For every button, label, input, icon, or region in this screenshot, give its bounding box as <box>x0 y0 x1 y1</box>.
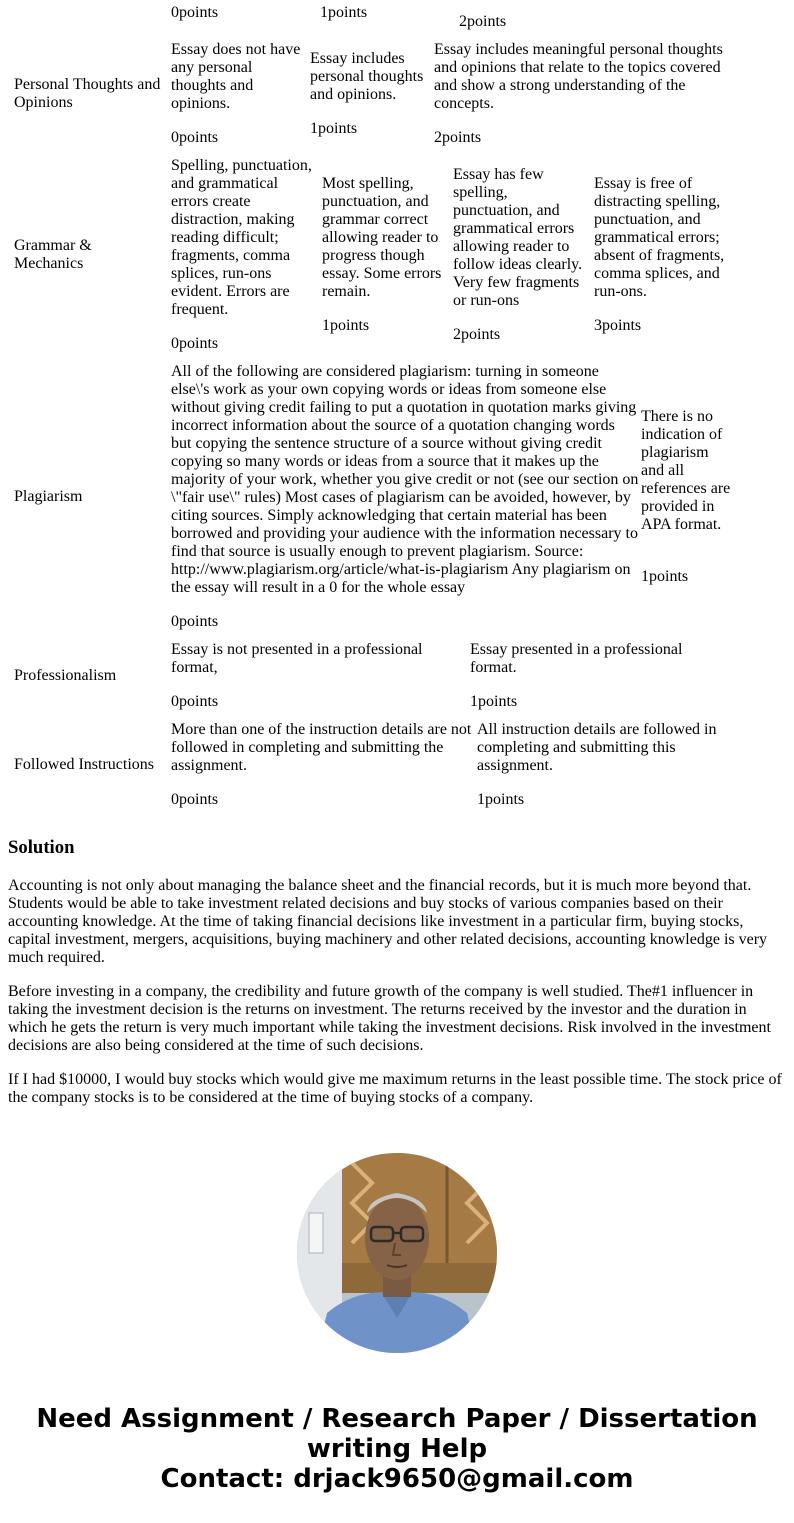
header-points-1: 1points <box>320 4 368 21</box>
level-text: All instruction details are followed in completing and submitting this assignment. <box>477 721 717 774</box>
level-points: 3points <box>594 317 642 334</box>
solution-paragraph: Before investing in a company, the credibility and future growth of the company is well studied. The#1 influencer in taking the investment decision is the returns on investment. The returns received by the investor and the duration in which he gets the return is very much important while taking the investment decisions. Risk involved in the investment decisions are also being considered at the time of such decisions. <box>8 983 771 1054</box>
level-text: Most spelling, punctuation, and grammar correct allowing reader to progress though essay. Some errors remain. <box>322 175 442 300</box>
criterion-followed-instructions: Followed Instructions <box>14 756 154 773</box>
criterion-plagiarism: Plagiarism <box>14 488 83 505</box>
level-points: 0points <box>171 693 219 710</box>
level-text: All of the following are considered plagiarism: turning in someone else\'s work as your own copying words or ideas from someone else without giving credit failing to put a quotation in quotation marks giving incorrect information about the source of a quotation changing words but copying the sentence structure of a source without giving credit copying so many words or ideas from a source that it makes up the majority of your work, whether you give credit or not (see our section on \"fair use\" rules) Most cases of plagiarism can be avoided, however, by citing sources. Simply acknowledging that certain material has been borrowed and providing your audience with the information necessary to find that source is usually enough to prevent plagiarism. Source: http://www.plagiarism.org/article/what-is-plagiarism Any plagiarism on the essay will result in a 0 for the whole essay <box>171 363 639 596</box>
solution-heading: Solution <box>8 837 75 858</box>
header-points-2: 2points <box>459 13 507 30</box>
level-points: 1points <box>641 568 689 585</box>
solution-paragraph: Accounting is not only about managing the balance sheet and the financial records, but it is much more beyond that. Students would be able to take investment related decisions and buy stocks of various companies based on their accounting knowledge. At the time of taking financial decisions like investment in a particular firm, buying stocks, capital investment, mergers, acquisitions, buying machinery and other related decisions, accounting knowledge is very much required. <box>8 877 768 966</box>
promo-line-2: writing Help <box>306 1434 488 1464</box>
level-points: 0points <box>171 129 219 146</box>
level-points: 2points <box>453 326 501 343</box>
level-text: More than one of the instruction details are not followed in completing and submitting the assignment. <box>171 721 472 774</box>
level-points: 1points <box>477 791 525 808</box>
promo-line-1: Need Assignment / Research Paper / Dissertation <box>36 1404 758 1434</box>
promo-contact: Contact: drjack9650@gmail.com <box>160 1464 634 1494</box>
author-photo-illustration <box>297 1153 497 1353</box>
level-points: 0points <box>171 335 219 352</box>
level-points: 1points <box>310 120 358 137</box>
level-text: Essay presented in a professional format. <box>470 641 683 676</box>
level-text: Spelling, punctuation, and grammatical errors create distraction, making reading difficult; fragments, comma splices, run-ons evident. Errors are frequent. <box>171 157 312 318</box>
level-points: 2points <box>434 129 482 146</box>
criterion-professionalism: Professionalism <box>14 667 117 684</box>
level-text: Essay is not presented in a professional format, <box>171 641 423 676</box>
header-points-0: 0points <box>171 4 219 21</box>
level-text: Essay does not have any personal thoughts and opinions. <box>171 41 301 112</box>
level-text: There is no indication of plagiarism and all references are provided in APA format. <box>641 408 731 533</box>
solution-paragraph: If I had $10000, I would buy stocks which would give me maximum returns in the least possible time. The stock price of the company stocks is to be considered at the time of buying stocks of a company. <box>8 1071 782 1106</box>
level-text: Essay is free of distracting spelling, punctuation, and grammatical errors; absent of fragments, comma splices, and run-ons. <box>594 175 725 300</box>
author-photo <box>297 1153 497 1353</box>
level-text: Essay includes personal thoughts and opinions. <box>310 50 424 103</box>
level-text: Essay includes meaningful personal thoughts and opinions that relate to the topics covered and show a strong understanding of the concepts. <box>434 41 723 112</box>
level-points: 1points <box>470 693 518 710</box>
level-points: 1points <box>322 317 370 334</box>
level-points: 0points <box>171 613 219 630</box>
level-text: Essay has few spelling, punctuation, and grammatical errors allowing reader to follow ideas clearly. Very few fragments or run-ons <box>453 166 583 309</box>
level-points: 0points <box>171 791 219 808</box>
criterion-personal-thoughts: Personal Thoughts and Opinions <box>14 76 161 111</box>
criterion-grammar: Grammar & Mechanics <box>14 237 92 272</box>
